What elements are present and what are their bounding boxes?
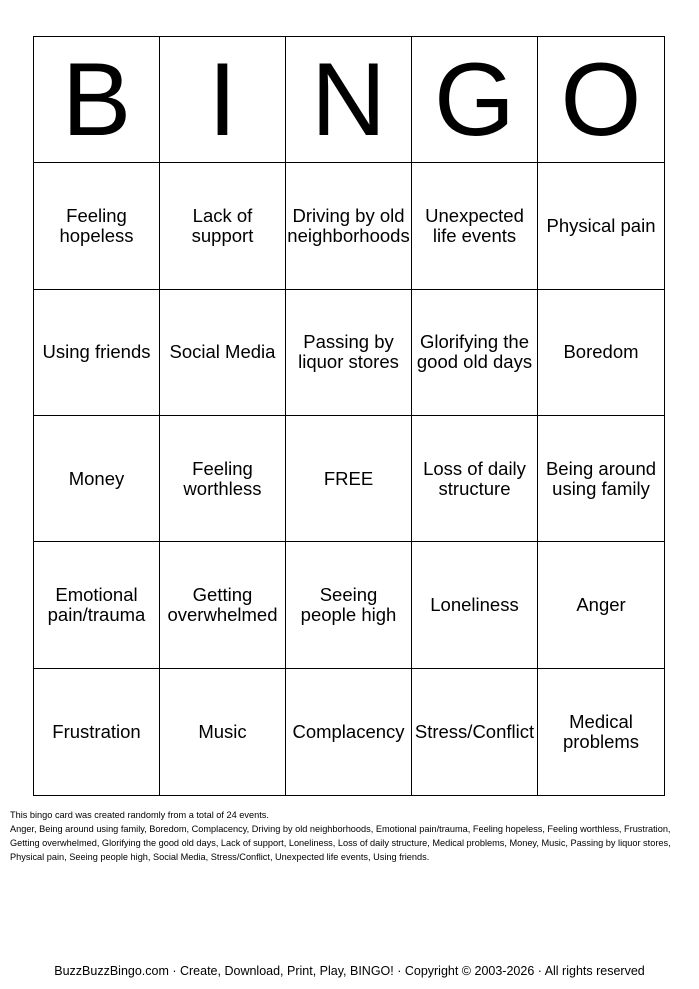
card-note-events-list: Anger, Being around using family, Boredom, Complacency, Driving by old neighborhoods, Emotional pain/trauma, Feeling hopeless, Feeling worthless, Frustration, Getting overwhelmed, Glorifying the good old days, Lack of support, Loneliness, Loss of daily structure, Medical problems, Money, Music, Passing by liquor stores, Physical pain, Seeing people high, Social Media, Stress/Conflict, Unexpected life events, Using friends. xyxy=(10,824,671,862)
bingo-square: Complacency xyxy=(286,669,412,795)
bingo-square: Feeling hopeless xyxy=(34,163,160,289)
bingo-square: Money xyxy=(34,416,160,542)
bingo-square: Loneliness xyxy=(412,542,538,668)
bingo-square: Driving by old neighborhoods xyxy=(286,163,412,289)
bingo-square: Using friends xyxy=(34,290,160,416)
bingo-square: Emotional pain/trauma xyxy=(34,542,160,668)
bingo-square: Boredom xyxy=(538,290,664,416)
footer-text: BuzzBuzzBingo.com · Create, Download, Print, Play, BINGO! · Copyright © 2003-2026 · All rights reserved xyxy=(54,964,645,978)
bingo-square: Frustration xyxy=(34,669,160,795)
bingo-square: Stress/Conflict xyxy=(412,669,538,795)
bingo-square: Lack of support xyxy=(160,163,286,289)
bingo-square: Medical problems xyxy=(562,710,640,752)
header-letter-g: G xyxy=(412,37,538,163)
header-letter-b: B xyxy=(34,37,160,163)
bingo-square: Passing by liquor stores xyxy=(286,290,412,416)
bingo-square: Physical pain xyxy=(538,163,664,289)
bingo-square: Unexpected life events xyxy=(412,163,538,289)
bingo-square: Being around using family xyxy=(538,416,664,542)
header-letter-i: I xyxy=(160,37,286,163)
bingo-card xyxy=(33,36,665,796)
bingo-square: Social Media xyxy=(160,290,286,416)
bingo-square: Glorifying the good old days xyxy=(412,290,538,416)
header-letter-n: N xyxy=(286,37,412,163)
bingo-square: Getting overwhelmed xyxy=(160,542,286,668)
bingo-square: Seeing people high xyxy=(286,542,412,668)
bingo-square: Feeling worthless xyxy=(160,416,286,542)
card-note xyxy=(10,808,692,864)
header-letter-o: O xyxy=(538,37,664,163)
bingo-square: Loss of daily structure xyxy=(412,416,538,542)
card-note-summary: This bingo card was created randomly from a total of 24 events. xyxy=(10,810,269,820)
bingo-square: Anger xyxy=(538,542,664,668)
bingo-square: Music xyxy=(160,669,286,795)
free-square: FREE xyxy=(286,416,412,542)
